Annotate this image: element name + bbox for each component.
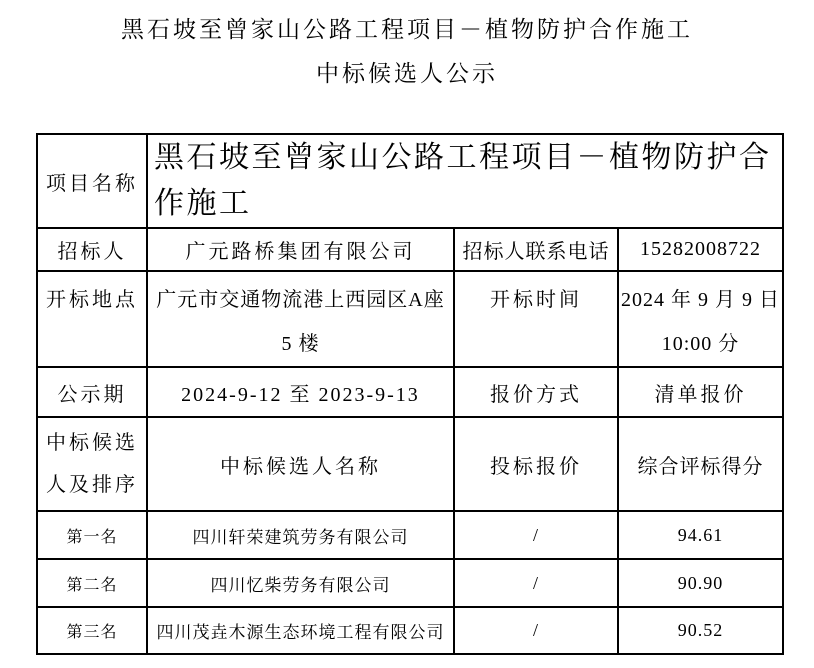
publicity-value: 2024-9-12 至 2023-9-13 [147,367,454,417]
candidate-rank: 第二名 [37,559,147,607]
bidder-phone-label: 招标人联系电话 [454,228,618,271]
opening-location-label: 开标地点 [37,271,147,367]
document-title [0,0,814,96]
bidder-phone-value: 15282008722 [618,228,783,271]
candidate-score: 94.61 [618,511,783,559]
publicity-label: 公示期 [37,367,147,417]
candidate-name: 四川忆柴劳务有限公司 [147,559,454,607]
candidate-name: 四川茂垚木源生态环境工程有限公司 [147,607,454,654]
project-name-label: 项目名称 [37,134,147,228]
candidate-rank: 第一名 [37,511,147,559]
bid-price-header: 投标报价 [454,417,618,511]
opening-time-line2: 10:00 分 [661,333,740,355]
opening-location-value [147,271,454,367]
document-title-line1: 黑石坡至曾家山公路工程项目－植物防护合作施工 [121,17,693,42]
publicity-row [37,367,783,417]
candidate-score: 90.52 [618,607,783,654]
bidder-value: 广元路桥集团有限公司 [147,228,454,271]
candidate-bid: / [454,511,618,559]
opening-location-line1: 广元市交通物流港上西园区A座 [156,289,445,311]
candidate-bid: / [454,607,618,654]
bidder-label: 招标人 [37,228,147,271]
candidate-name: 四川轩荣建筑劳务有限公司 [147,511,454,559]
candidate-rank: 第三名 [37,607,147,654]
rank-header-line2: 人及排序 [46,474,138,496]
candidate-row-3 [37,607,783,654]
score-header: 综合评标得分 [618,417,783,511]
candidate-score: 90.90 [618,559,783,607]
bidder-row [37,228,783,271]
candidates-header-row [37,417,783,511]
candidate-name-header: 中标候选人名称 [147,417,454,511]
candidate-bid: / [454,559,618,607]
document-title-line2: 中标候选人公示 [316,61,498,86]
project-name-value: 黑石坡至曾家山公路工程项目－植物防护合作施工 [147,134,783,228]
opening-location-line2: 5 楼 [281,333,320,355]
announcement-table [36,133,784,655]
opening-row [37,271,783,367]
quote-method-value: 清单报价 [618,367,783,417]
rank-header-line1: 中标候选 [46,432,138,454]
project-name-row [37,134,783,228]
opening-time-value [618,271,783,367]
rank-header-label [37,417,147,511]
opening-time-label: 开标时间 [454,271,618,367]
quote-method-label: 报价方式 [454,367,618,417]
candidate-row-1 [37,511,783,559]
opening-time-line1: 2024 年 9 月 9 日 [621,289,781,311]
candidate-row-2 [37,559,783,607]
